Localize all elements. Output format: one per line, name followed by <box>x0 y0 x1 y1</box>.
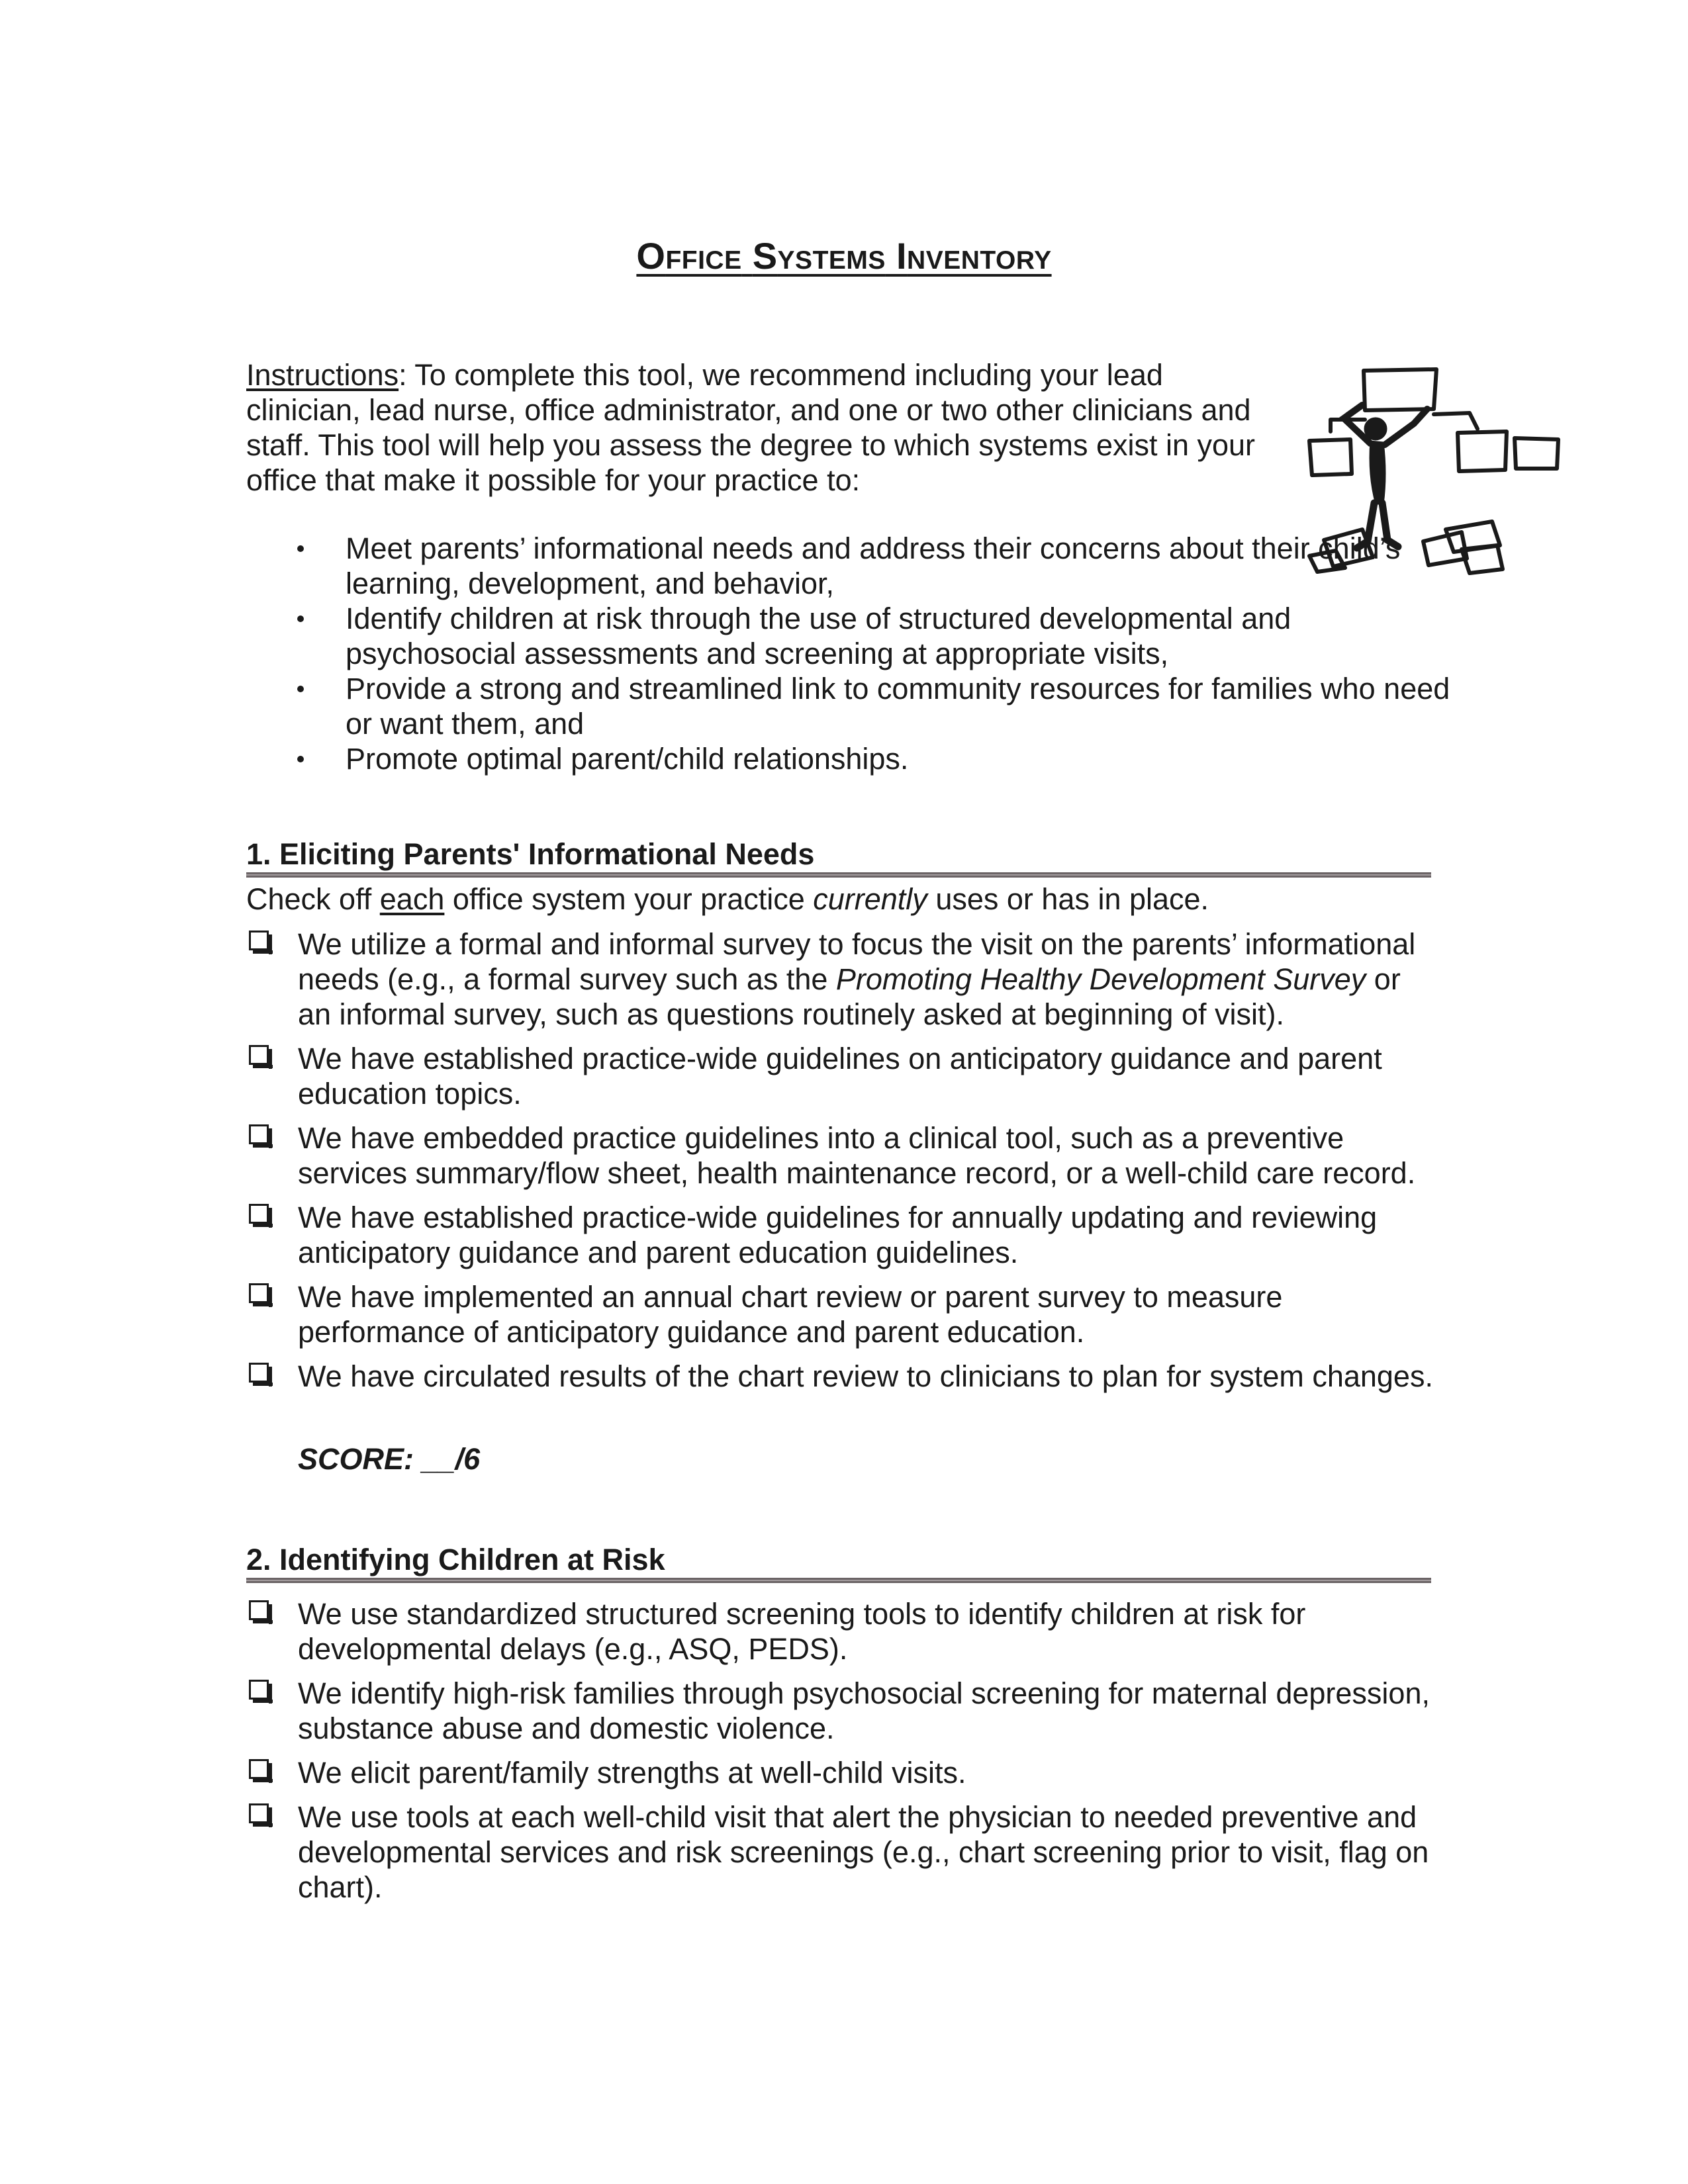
list-item: Identify children at risk through the use of structured developmental and psychosocial assessments and screening at appropriate visits, <box>246 601 1451 671</box>
section-1-score: SCORE: __/6 <box>298 1442 481 1476</box>
section-1-divider <box>246 872 1431 878</box>
checklist-item: We have circulated results of the chart review to clinicians to plan for system changes. <box>246 1359 1438 1394</box>
checklist-item: We have established practice-wide guidelines on anticipatory guidance and parent education topics. <box>246 1041 1438 1111</box>
checklist-item: We utilize a formal and informal survey to focus the visit on the parents’ informational needs (e.g., a formal survey such as the Promoting Healthy Development Survey or an informal survey, such as questions routinely asked at beginning of visit). <box>246 927 1438 1032</box>
section-1-checklist <box>246 927 1438 1403</box>
checkbox[interactable] <box>249 1283 269 1303</box>
checkbox[interactable] <box>249 1124 269 1144</box>
list-item: Promote optimal parent/child relationships. <box>246 741 1451 776</box>
section-2-heading: 2. Identifying Children at Risk <box>246 1543 665 1576</box>
checkbox[interactable] <box>249 931 269 950</box>
checkbox[interactable] <box>249 1204 269 1224</box>
checkbox[interactable] <box>249 1045 269 1065</box>
checklist-item: We identify high-risk families through psychosocial screening for maternal depression, substance abuse and domestic violence. <box>246 1676 1438 1746</box>
section-1-heading: 1. Eliciting Parents' Informational Needs <box>246 837 815 871</box>
section-2-divider <box>246 1578 1431 1583</box>
checklist-item: We use tools at each well-child visit that alert the physician to needed preventive and developmental services and risk screenings (e.g., chart screening prior to visit, flag on chart). <box>246 1799 1438 1905</box>
list-item: Provide a strong and streamlined link to community resources for families who need or want them, and <box>246 671 1451 741</box>
section-1-instruction: Check off each office system your practice currently uses or has in place. <box>246 882 1209 916</box>
checkbox[interactable] <box>249 1680 269 1700</box>
instructions-label: Instructions <box>246 358 399 392</box>
checklist-item: We have embedded practice guidelines into a clinical tool, such as a preventive services summary/flow sheet, health maintenance record, or a well-child care record. <box>246 1120 1438 1191</box>
instructions-text: : To complete this tool, we recommend including your lead clinician, lead nurse, office administrator, and one or two other clinicians and staff. This tool will help you assess the degree to which systems exist in your office that make it possible for your practice to: <box>246 358 1256 497</box>
page-title: Office Systems Inventory <box>636 235 1052 277</box>
checklist-item: We use standardized structured screening tools to identify children at risk for developmental delays (e.g., ASQ, PEDS). <box>246 1596 1438 1666</box>
checklist-item: We have established practice-wide guidelines for annually updating and reviewing anticipatory guidance and parent education guidelines. <box>246 1200 1438 1270</box>
section-2-checklist <box>246 1596 1438 1914</box>
checkbox[interactable] <box>249 1759 269 1779</box>
checkbox[interactable] <box>249 1600 269 1620</box>
instructions-paragraph <box>246 357 1266 498</box>
checkbox[interactable] <box>249 1803 269 1823</box>
checkbox[interactable] <box>249 1363 269 1383</box>
checklist-item: We elicit parent/family strengths at well-child visits. <box>246 1755 1438 1790</box>
goals-list <box>246 531 1451 776</box>
checklist-item: We have implemented an annual chart review or parent survey to measure performance of anticipatory guidance and parent education. <box>246 1279 1438 1349</box>
list-item: Meet parents’ informational needs and address their concerns about their child’s learning, development, and behavior, <box>246 531 1451 601</box>
